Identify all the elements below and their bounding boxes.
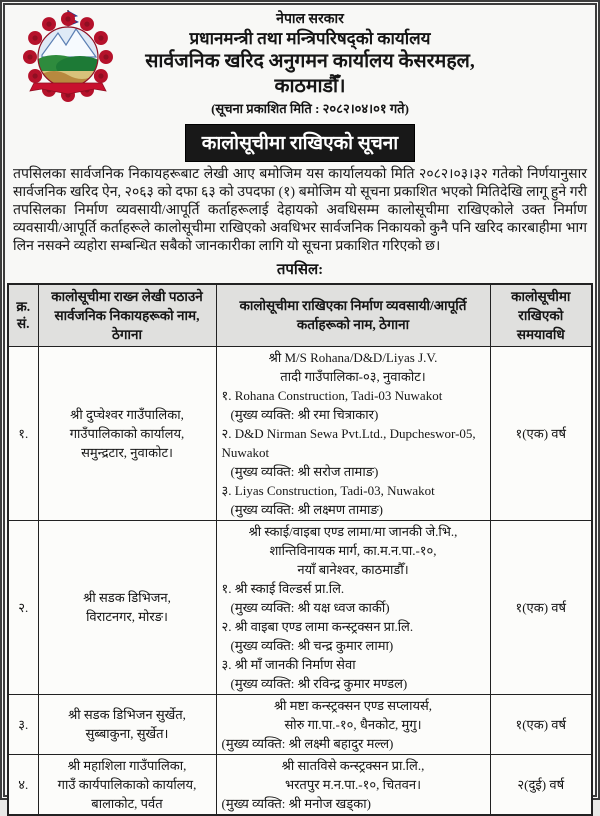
row-serial: १. [8,346,38,520]
notice-title-banner: कालोसूचीमा राखिएको सूचना [185,124,415,162]
agency-line: श्री सडक डिभिजन सुर्खेत, [68,707,186,722]
firm-item-name: ३. Liyas Construction, Tadi-03, Nuwakot [221,482,435,498]
firm-item-name: २. D&D Nirman Sewa Pvt.Ltd., Dupcheswor-05, Nuwakot [221,425,476,460]
row-serial: ४. [8,754,38,815]
firm-head-line: सोरु गा.पा.-१०, धैनकोट, मुगु। [284,716,422,732]
table-row [8,346,592,520]
row-duration: १(एक) वर्ष [490,520,592,694]
row-serial: २. [8,520,38,694]
nepal-government-emblem-icon [17,9,119,99]
firm-head-line: श्री स्काई/वाइबा एण्ड लामा/मा जानकी जे.भि., [248,523,458,539]
row-firms [216,754,490,815]
firm-head-line: श्री सातविसे कन्स्ट्रक्सन प्रा.लि., [281,757,425,773]
agency-line: समुन्द्रटार, नुवाकोट। [81,444,173,460]
tapasil-label: तपसिल: [276,262,324,278]
row-duration: २(दुई) वर्ष [490,754,592,815]
firm-head-line: शान्तिविनायक मार्ग, का.म.न.पा.-१०, [269,542,437,558]
agency-line: विराटनगर, मोरङ। [86,609,168,624]
firm-item-person: (मुख्य व्यक्ति: श्री लक्ष्मी बहादुर मल्ल) [221,735,394,751]
firm-head-line: तादी गाउँपालिका-०३, नुवाकोट। [280,368,426,384]
row-agency [38,520,216,694]
table-header-row [8,284,592,346]
table-row [8,754,592,815]
row-firms [216,520,490,694]
row-serial: ३. [8,694,38,754]
header-agency: कालोसूचीमा राख्न लेखी पठाउने सार्वजनिक निकायहरूको नाम, ठेगाना [38,284,216,346]
firm-item-name: २. श्री वाइबा एण्ड लामा कन्स्ट्रक्सन प्रा.लि. [221,618,414,634]
agency-line: श्री दुप्चेश्वर गाउँपालिका, [70,406,184,422]
row-firms [216,694,490,754]
firm-item-person: (मुख्य व्यक्ति: श्री चन्द्र कुमार लामा) [230,637,394,653]
firm-item-name: ३. श्री माँ जानकी निर्माण सेवा [221,656,356,672]
office-title: प्रधानमन्त्री तथा मन्त्रिपरिषद्को कार्यालय [189,29,431,48]
header-serial-number [8,284,38,346]
firm-head-line: श्री मष्टा कन्स्ट्रक्सन एण्ड सप्लायर्स, [273,697,433,713]
firm-item-person: (मुख्य व्यक्ति: श्री मनोज खड्का) [221,795,371,811]
row-firms [216,346,490,520]
header-duration: कालोसूचीमा राखिएको समयावधि [490,284,592,346]
header-serial-line2: सं. [16,316,30,332]
firm-head-line: भरतपुर म.न.पा.-१०, चितवन। [284,776,422,792]
firm-list [220,579,487,693]
firm-item-name: १. Rohana Construction, Tadi-03 Nuwakot [221,387,443,403]
agency-line: गाउँपालिकाको कार्यालय, [69,425,185,441]
row-agency [38,346,216,520]
firm-item-name: १. श्री स्काई विल्डर्स प्रा.लि. [221,580,345,596]
government-title: नेपाल सरकार [276,12,344,27]
blacklist-table [7,283,593,816]
banner-container [5,124,595,162]
firm-item-person: (मुख्य व्यक्ति: श्री यक्ष ध्वज कार्की) [230,599,390,615]
agency-line: श्री सडक डिभिजन, [83,590,171,605]
firm-list [220,386,487,519]
document-header [5,5,595,118]
firm-item-person: (मुख्य व्यक्ति: श्री रविन्द्र कुमार मण्डल) [230,675,408,691]
notice-body-paragraph: तपसिलका सार्वजनिक निकायहरूबाट लेखी आए बमोजिम यस कार्यालयको मिति २०८२।०३।३२ गतेको निर्णयानुसार सार्वजनिक खरिद ऐन, २०६३ को दफा ६३ को उपदफा (१) बमोजिम यो सूचना प्रकाशित भएको मितिदेखि लागू हुने गरी तपसिलका निर्माण व्यवसायी/आपूर्ति कर्ताहरूलाई देहायको अवधिसम्म कालोसूचीमा राखिएकोले उक्त निर्माण व्यवसायी/आपूर्ति कर्ताहरूले कालोसूचीमा राखिएको अवधिभर सार्वजनिक निकायको कुनै पनि खरिद कारबाहीमा भाग लिन नसक्ने व्यहोरा सम्बन्धित सबैको जानकारीका लागि यो सूचना प्रकाशित गरिएको छ। [13,167,587,254]
firm-item-person: (मुख्य व्यक्ति: श्री लक्ष्मण तामाङ) [230,501,383,517]
firm-item-person: (मुख्य व्यक्ति: श्री सरोज तामाङ) [230,463,379,479]
table-row [8,520,592,694]
table-header [8,284,592,346]
agency-line: गाउँ कार्यपालिकाको कार्यालय, [57,776,197,792]
row-agency [38,754,216,815]
agency-line: श्री महाशिला गाउँपालिका, [67,757,187,773]
office-subtitle: सार्वजनिक खरिद अनुगमन कार्यालय केसरमहल, काठमाडौँ। [145,51,475,97]
header-firms: कालोसूचीमा राखिएका निर्माण व्यवसायी/आपूर्ति कर्ताहरूको नाम, ठेगाना [216,284,490,346]
table-row [8,694,592,754]
row-agency [38,694,216,754]
header-serial-line1: क्र. [16,299,31,315]
firm-head-line: श्री M/S Rohana/D&D/Liyas J.V. [268,349,438,365]
firm-head-line: नयाँ बानेश्वर, काठमाडौँ। [297,561,409,577]
agency-line: सुब्बाकुना, सुर्खेत। [85,726,169,741]
agency-line: बालाकोट, पर्वत [91,795,163,811]
publish-date-line: (सूचना प्रकाशित मिति : २०८२।०४।०१ गते) [211,101,409,116]
row-duration: १(एक) वर्ष [490,694,592,754]
row-duration: १(एक) वर्ष [490,346,592,520]
firm-item-person: (मुख्य व्यक्ति: श्री रमा चित्राकार) [230,406,379,422]
